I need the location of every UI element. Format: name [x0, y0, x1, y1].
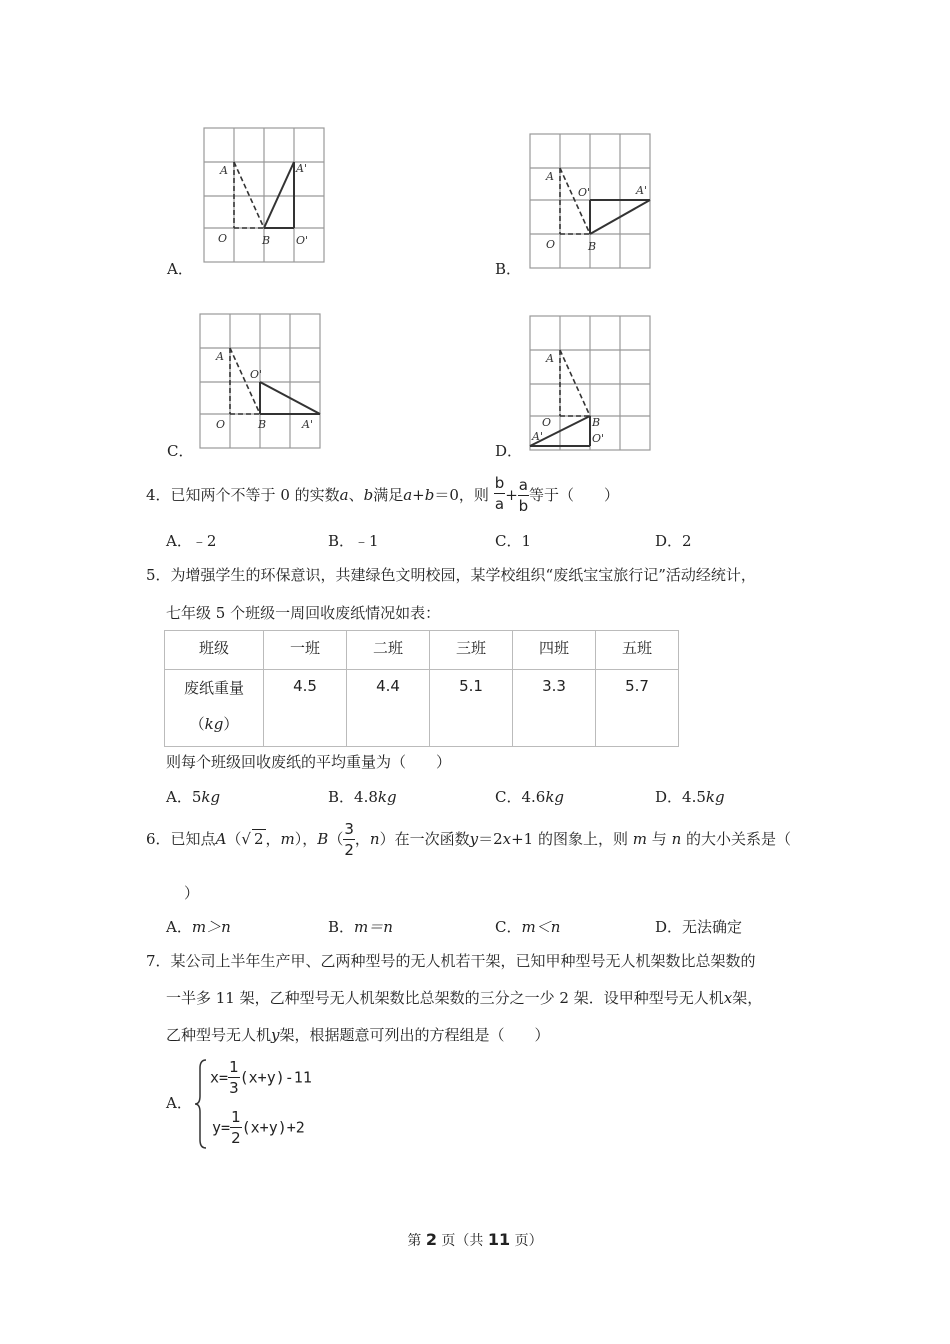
- question-6-close-paren: ）: [184, 884, 200, 902]
- table-header-cell: 班级: [165, 631, 264, 670]
- table-row: [165, 670, 679, 747]
- q4-option-a[interactable]: A．﹣2: [166, 532, 217, 550]
- fig-b-point-a2: A': [636, 184, 647, 197]
- fig-b-point-a: A: [546, 170, 554, 183]
- q7-option-a[interactable]: A．: [166, 1094, 192, 1112]
- page-footer: 第 2 页（共 11 页）: [407, 1230, 543, 1249]
- table-header-row: [165, 631, 679, 670]
- fraction-3-over-2: $\frac{3}{2}$: [344, 820, 354, 859]
- fig-c-point-o2: O': [250, 368, 263, 381]
- fraction-b-over-a: $\frac{b}{a}$: [494, 474, 505, 513]
- table-header-cell: 三班: [430, 631, 513, 670]
- q6-option-b[interactable]: B．m＝n: [328, 918, 393, 936]
- q5-option-d[interactable]: D．4.5kg: [655, 788, 725, 806]
- fig-a-point-b: B: [262, 234, 271, 247]
- table-cell: 4.5: [264, 670, 347, 747]
- q5-option-a[interactable]: A．5kg: [166, 788, 221, 806]
- fig-a-point-a2: A': [296, 162, 307, 175]
- fig-c-point-o: O: [216, 418, 226, 431]
- sqrt-symbol: √: [241, 830, 251, 848]
- equation-1: x= $\frac{1}{3}$ (x+y)-11: [210, 1058, 312, 1097]
- question-7-line3: 乙种型号无人机y架，根据题意可列出的方程组是（ ）: [166, 1026, 550, 1044]
- fig-a-point-a: A: [220, 164, 228, 177]
- table-header-cell: 四班: [513, 631, 596, 670]
- q5-option-c[interactable]: C．4.6kg: [495, 788, 565, 806]
- table-row-label: 废纸重量 （kg）: [165, 670, 264, 747]
- fig-d-point-b: B: [592, 416, 601, 429]
- fig-b-point-b: B: [588, 240, 597, 253]
- question-6-stem: 6．已知点A（√ 2 ，m），B（ $\frac{3}{2}$ ，n）在一次函数y＝2x+1 的图象上，则 m 与 n 的大小关系是（: [146, 820, 792, 859]
- option-a-label: A．: [167, 260, 193, 278]
- question-7-line2: 一半多 11 架，乙种型号无人机架数比总架数的三分之一少 2 架．设甲种型号无人机x架，: [166, 989, 763, 1007]
- question-5-ask: 则每个班级回收废纸的平均重量为（ ）: [166, 753, 452, 771]
- fig-c-point-a2: A': [302, 418, 313, 431]
- q6-option-a[interactable]: A．m＞n: [166, 918, 231, 936]
- q4-option-b[interactable]: B．﹣1: [328, 532, 379, 550]
- figure-d: [526, 312, 656, 454]
- table-header-cell: 一班: [264, 631, 347, 670]
- fraction-a-over-b: $\frac{a}{b}$: [518, 476, 529, 515]
- waste-paper-table: [164, 630, 679, 747]
- table-cell: 4.4: [347, 670, 430, 747]
- option-b-label: B．: [495, 260, 522, 278]
- figure-a: [200, 124, 330, 266]
- question-4-stem: 4．已知两个不等于 0 的实数a、b满足a+b＝0，则 $\frac{b}{a}$ + $\frac{a}{b}$ 等于（ ）: [146, 474, 620, 515]
- question-7-line1: 7．某公司上半年生产甲、乙两种型号的无人机若干架，已知甲种型号无人机架数比总架数的: [146, 952, 756, 970]
- table-header-cell: 五班: [596, 631, 679, 670]
- q6-option-d[interactable]: D．无法确定: [655, 918, 743, 936]
- table-header-cell: 二班: [347, 631, 430, 670]
- equation-2: y= $\frac{1}{2}$ (x+y)+2: [212, 1108, 305, 1147]
- q5-option-b[interactable]: B．4.8kg: [328, 788, 397, 806]
- equation-system-brace: [194, 1058, 208, 1150]
- fig-d-point-a2: A': [532, 430, 543, 443]
- fig-d-point-o2: O': [592, 432, 605, 445]
- fig-a-point-o: O: [218, 232, 228, 245]
- fig-d-point-o: O: [542, 416, 552, 429]
- fig-c-point-b: B: [258, 418, 267, 431]
- table-cell: 5.1: [430, 670, 513, 747]
- table-cell: 5.7: [596, 670, 679, 747]
- figure-c: [196, 310, 326, 452]
- fig-c-point-a: A: [216, 350, 224, 363]
- fig-b-point-o2: O': [578, 186, 591, 199]
- fig-d-point-a: A: [546, 352, 554, 365]
- fig-b-point-o: O: [546, 238, 556, 251]
- question-5-stem-line1: 5．为增强学生的环保意识，共建绿色文明校园，某学校组织“废纸宝宝旅行记”活动经统计，: [146, 566, 756, 584]
- q4-option-c[interactable]: C．1: [495, 532, 532, 550]
- option-d-label: D．: [495, 442, 523, 460]
- question-5-stem-line2: 七年级 5 个班级一周回收废纸情况如表：: [166, 604, 441, 622]
- q4-option-d[interactable]: D．2: [655, 532, 692, 550]
- q6-option-c[interactable]: C．m＜n: [495, 918, 561, 936]
- table-cell: 3.3: [513, 670, 596, 747]
- option-c-label: C．: [167, 442, 194, 460]
- fig-a-point-o2: O': [296, 234, 309, 247]
- figure-b: [526, 130, 656, 272]
